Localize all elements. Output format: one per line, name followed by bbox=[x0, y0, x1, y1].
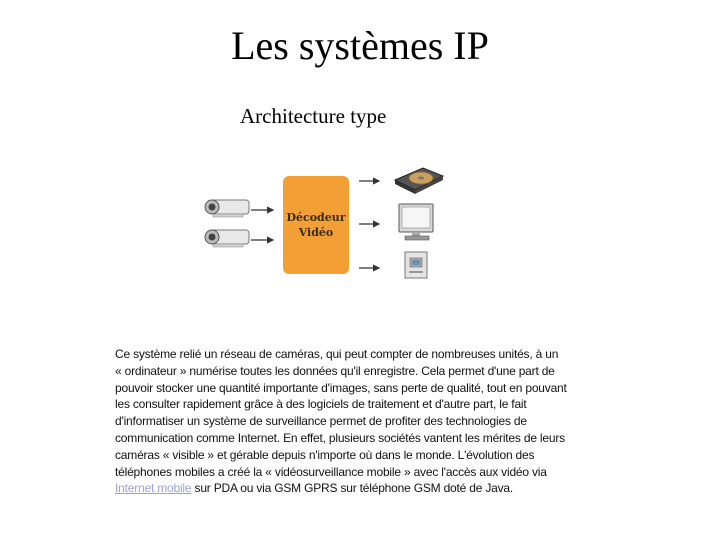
body-text-start: Ce système relié un réseau de caméras, qui peut compter de nombreuses unités, à un « ordinateur » numérise toutes les données qu'il enregistre. Cela permet d'une part de pouvoir stocker une quantité importante d'images, sans perte de qualité, tout en pouvant les consulter rapidement grâce à des logiciels de traitement et d'autre part, le fait d'informatiser un système de surveillance permet de profiter des technologies de communication comme Internet. En effet, plusieurs sociétés vantent les mérites de leurs caméras « visible » et gérable depuis n'importe où dans le monde. L'évolution des téléphones mobiles a créé la « vidéosurveillance mobile » avec l'accès aux vidéo via bbox=[115, 347, 567, 479]
hard-drive-icon bbox=[395, 168, 443, 194]
monitor-icon bbox=[399, 204, 433, 240]
decoder-label-line2: Vidéo bbox=[298, 226, 334, 239]
camera-icon bbox=[205, 200, 249, 217]
slide-subtitle: Architecture type bbox=[240, 104, 387, 128]
camera-icon bbox=[205, 230, 249, 247]
video-decoder-box bbox=[283, 176, 349, 274]
slide-title: Les systèmes IP bbox=[231, 23, 489, 68]
internet-mobile-link[interactable]: Internet mobile bbox=[115, 481, 192, 496]
body-text-end: sur PDA ou via GSM GPRS sur téléphone GSM doté de Java. bbox=[194, 481, 514, 496]
body-paragraph bbox=[115, 346, 567, 497]
architecture-diagram bbox=[195, 160, 465, 290]
decoder-label-line1: Décodeur bbox=[286, 211, 346, 224]
network-device-icon bbox=[405, 252, 427, 278]
